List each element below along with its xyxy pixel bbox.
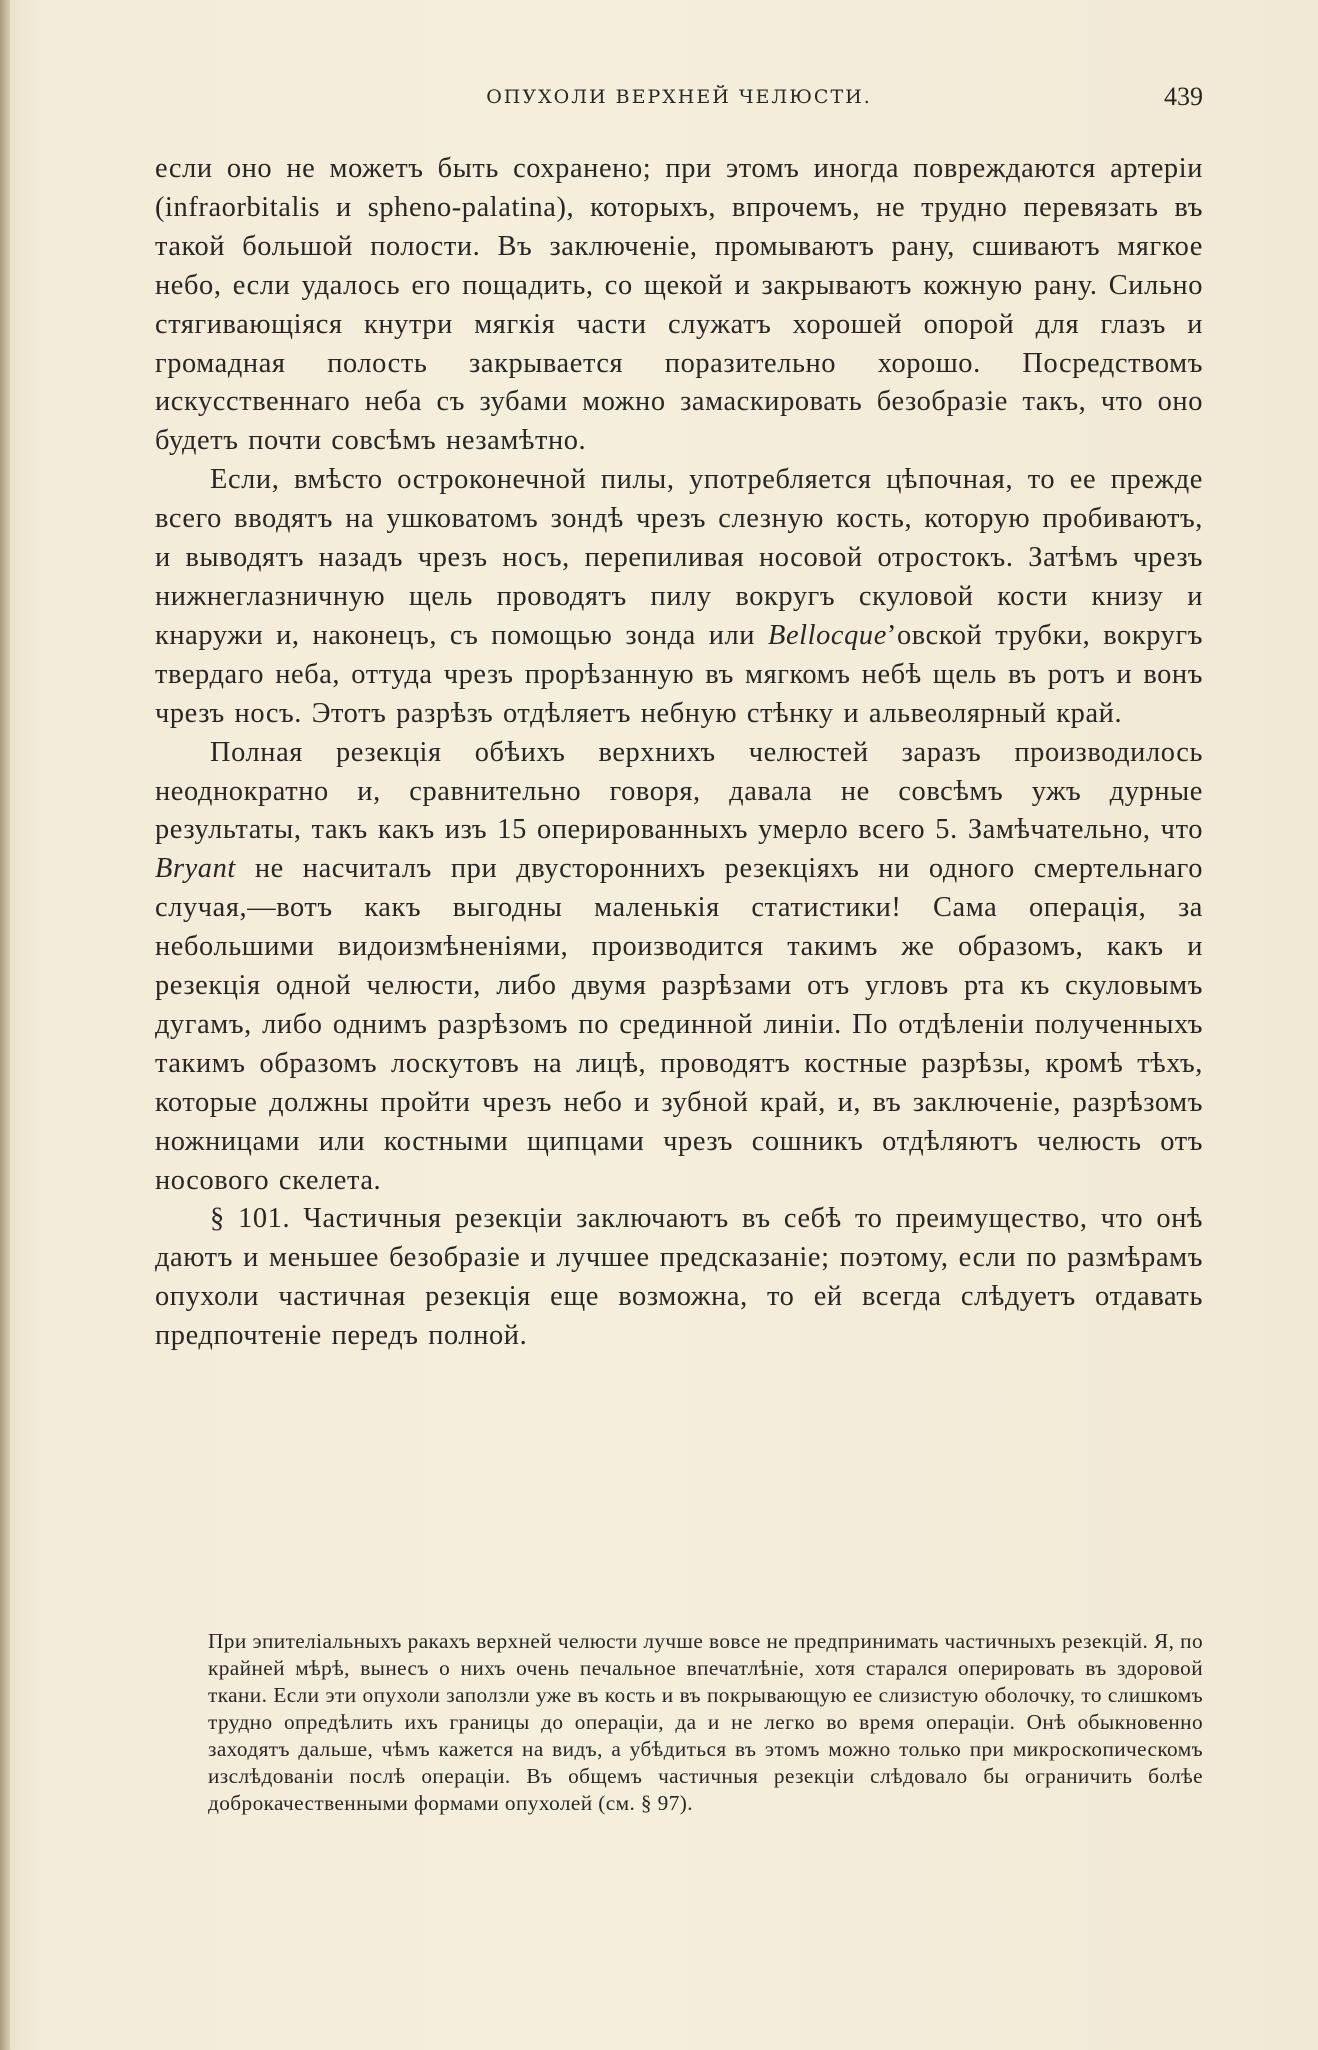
- paragraph-2: [155, 461, 1203, 733]
- page-number: 439: [1164, 82, 1203, 111]
- page-binding-edge: [0, 0, 10, 2050]
- paragraph-3-text-b: не насчиталъ при двустороннихъ резекціяхъ ни одного смертельнаго случая,—вотъ какъ выгодны маленькія статистики! Сама операція, за небольшими видоизмѣненіями, производится такимъ же образомъ, какъ и резекція одной челюсти, либо двумя разрѣзами отъ угловъ рта къ скуловымъ дугамъ, либо однимъ разрѣзомъ по срединной линіи. По отдѣленіи полученныхъ такимъ образомъ лоскутовъ на лицѣ, проводятъ костные разрѣзы, кромѣ тѣхъ, которые должны пройти чрезъ небо и зубной край, и, въ заключеніе, разрѣзомъ ножницами или костными щипцами чрезъ сошникъ отдѣляютъ челюсть отъ носового скелета.: [155, 853, 1203, 1196]
- paragraph-section-101: § 101. Частичныя резекціи заключаютъ въ себѣ то преимущество, что онѣ даютъ и меньшее безобразіе и лучшее предсказаніе; поэтому, если по размѣрамъ опухоли частичная резекція еще возможна, то ей всегда слѣдуетъ отдавать предпочтеніе передъ полной.: [155, 1203, 1203, 1352]
- main-text: [155, 150, 1203, 1356]
- paragraph-3: [155, 734, 1203, 1201]
- running-title: ОПУХОЛИ ВЕРХНЕЙ ЧЕЛЮСТИ.: [486, 86, 872, 108]
- surname-bellocque: Bellocque: [768, 619, 887, 651]
- paragraph-1: если оно не можетъ быть сохранено; при этомъ иногда повреждаются артеріи (infraorbitalis и spheno-palatina), которыхъ, впрочемъ, не трудно перевязать въ такой большой полости. Въ заключеніе, промываютъ рану, сшиваютъ мягкое небо, если удалось его пощадить, со щекой и закрываютъ кожную рану. Сильно стягивающіяся кнутри мягкія части служатъ хорошей опорой для глазъ и громадная полость закрывается поразительно хорошо. Посредствомъ искусственнаго неба съ зубами можно замаскировать безобразіе такъ, что оно будетъ почти совсѣмъ незамѣтно.: [155, 153, 1203, 457]
- footnote: При эпителіальныхъ ракахъ верхней челюсти лучше вовсе не предпринимать частичныхъ резекцій. Я, по крайней мѣрѣ, вынесъ о нихъ очень печальное впечатлѣніе, хотя старался оперировать въ здоровой ткани. Если эти опухоли заползли уже въ кость и въ покрывающую ее слизистую оболочку, то слишкомъ трудно опредѣлить ихъ границы до операціи, да и не легко во время операціи. Онѣ обыкновенно заходятъ дальше, чѣмъ кажется на видъ, а убѣдиться въ этомъ можно только при микроскопическомъ изслѣдованіи послѣ операціи. Въ общемъ частичныя резекціи слѣдовало бы ограничить болѣе доброкачественными формами опухолей (см. § 97).: [208, 1629, 1203, 1815]
- paragraph-2-text-b: ’овской трубки, вокругъ твердаго неба, оттуда чрезъ прорѣзанную въ мягкомъ небѣ щель въ ротъ и вонъ чрезъ носъ. Этотъ разрѣзъ отдѣляетъ небную стѣнку и альвеолярный край.: [155, 619, 1203, 729]
- paragraph-2-text-a: Если, вмѣсто остроконечной пилы, употребляется цѣпочная, то ее прежде всего вводятъ на ушковатомъ зондѣ чрезъ слезную кость, которую пробиваютъ, и выводятъ назадъ чрезъ носъ, перепиливая носовой отростокъ. Затѣмъ чрезъ нижнеглазничную щель проводятъ пилу вокругъ скуловой кости книзу и кнаружи и, наконецъ, съ помощью зонда или: [155, 464, 1203, 651]
- surname-bryant: Bryant: [155, 853, 236, 885]
- paragraph-3-text-a: Полная резекція обѣихъ верхнихъ челюстей заразъ производилось неоднократно и, сравнительно говоря, давала не совсѣмъ ужъ дурные результаты, такъ какъ изъ 15 оперированныхъ умерло всего 5. Замѣчательно, что: [155, 736, 1203, 846]
- running-head: [155, 82, 1203, 116]
